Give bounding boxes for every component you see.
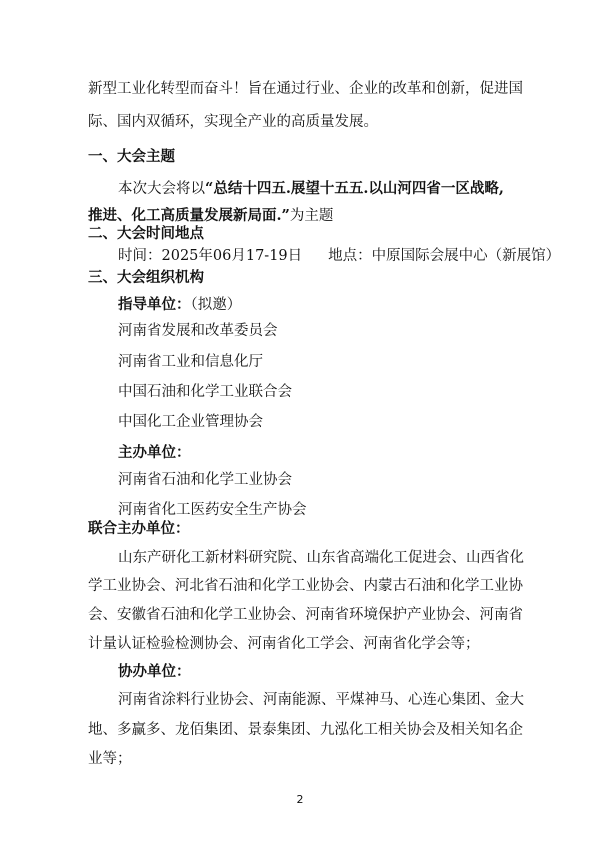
guide-units-label: 指导单位： <box>118 296 191 313</box>
section-3-heading: 三、大会组织机构 <box>88 269 204 286</box>
assist-units-line: 地、多赢多、龙佰集团、景泰集团、九泓化工相关协会及相关知名企 <box>88 722 523 738</box>
host-unit-item: 河南省石油和化学工业协会 <box>118 472 292 488</box>
guide-units-label-line <box>118 295 241 315</box>
theme-paragraph-line-2 <box>88 206 333 226</box>
event-location: 地点：中原国际会展中心（新展馆） <box>328 248 561 264</box>
intro-line-2: 际、国内双循环，实现全产业的高质量发展。 <box>88 114 378 130</box>
theme-text-suffix: 为主题 <box>289 208 334 224</box>
theme-paragraph-line-1 <box>118 179 504 199</box>
time-location-line <box>118 246 560 266</box>
assist-units-line: 河南省涂料行业协会、河南能源、平煤神马、心连心集团、金大 <box>118 692 524 708</box>
section-1-heading: 一、大会主题 <box>88 148 175 165</box>
guide-unit-item: 中国化工企业管理协会 <box>118 414 263 430</box>
intro-line-1: 新型工业化转型而奋斗！旨在通过行业、企业的改革和创新，促进国 <box>88 81 523 97</box>
theme-text-prefix: 本次大会将以 <box>118 181 205 197</box>
assist-units-line: 业等； <box>88 751 132 767</box>
cohost-units-label: 联合主办单位： <box>88 520 190 537</box>
guide-unit-item: 中国石油和化学工业联合会 <box>118 384 292 400</box>
guide-unit-item: 河南省工业和信息化厅 <box>118 354 263 370</box>
section-2-heading: 二、大会时间地点 <box>88 225 204 242</box>
theme-title-part-2: 推进、化工高质量发展新局面.” <box>88 207 290 224</box>
theme-title-part-1: “总结十四五.展望十五五.以山河四省一区战略, <box>205 180 504 197</box>
cohost-units-line: 学工业协会、河北省石油和化学工业协会、内蒙古石油和化学工业协 <box>88 578 523 594</box>
assist-units-label: 协办单位： <box>118 663 191 680</box>
host-unit-item: 河南省化工医药安全生产协会 <box>118 502 307 518</box>
cohost-units-line: 会、安徽省石油和化学工业协会、河南省环境保护产业协会、河南省 <box>88 607 523 623</box>
page-number: 2 <box>296 793 304 806</box>
guide-unit-item: 河南省发展和改革委员会 <box>118 323 278 339</box>
guide-units-note: （拟邀） <box>190 297 242 313</box>
cohost-units-line: 山东产研化工新材料研究院、山东省高端化工促进会、山西省化 <box>118 550 524 566</box>
host-units-label: 主办单位： <box>118 444 191 461</box>
cohost-units-line: 计量认证检验检测协会、河南省化工学会、河南省化学会等； <box>88 636 480 652</box>
event-time: 时间：2025年06月17-19日 <box>118 248 303 264</box>
